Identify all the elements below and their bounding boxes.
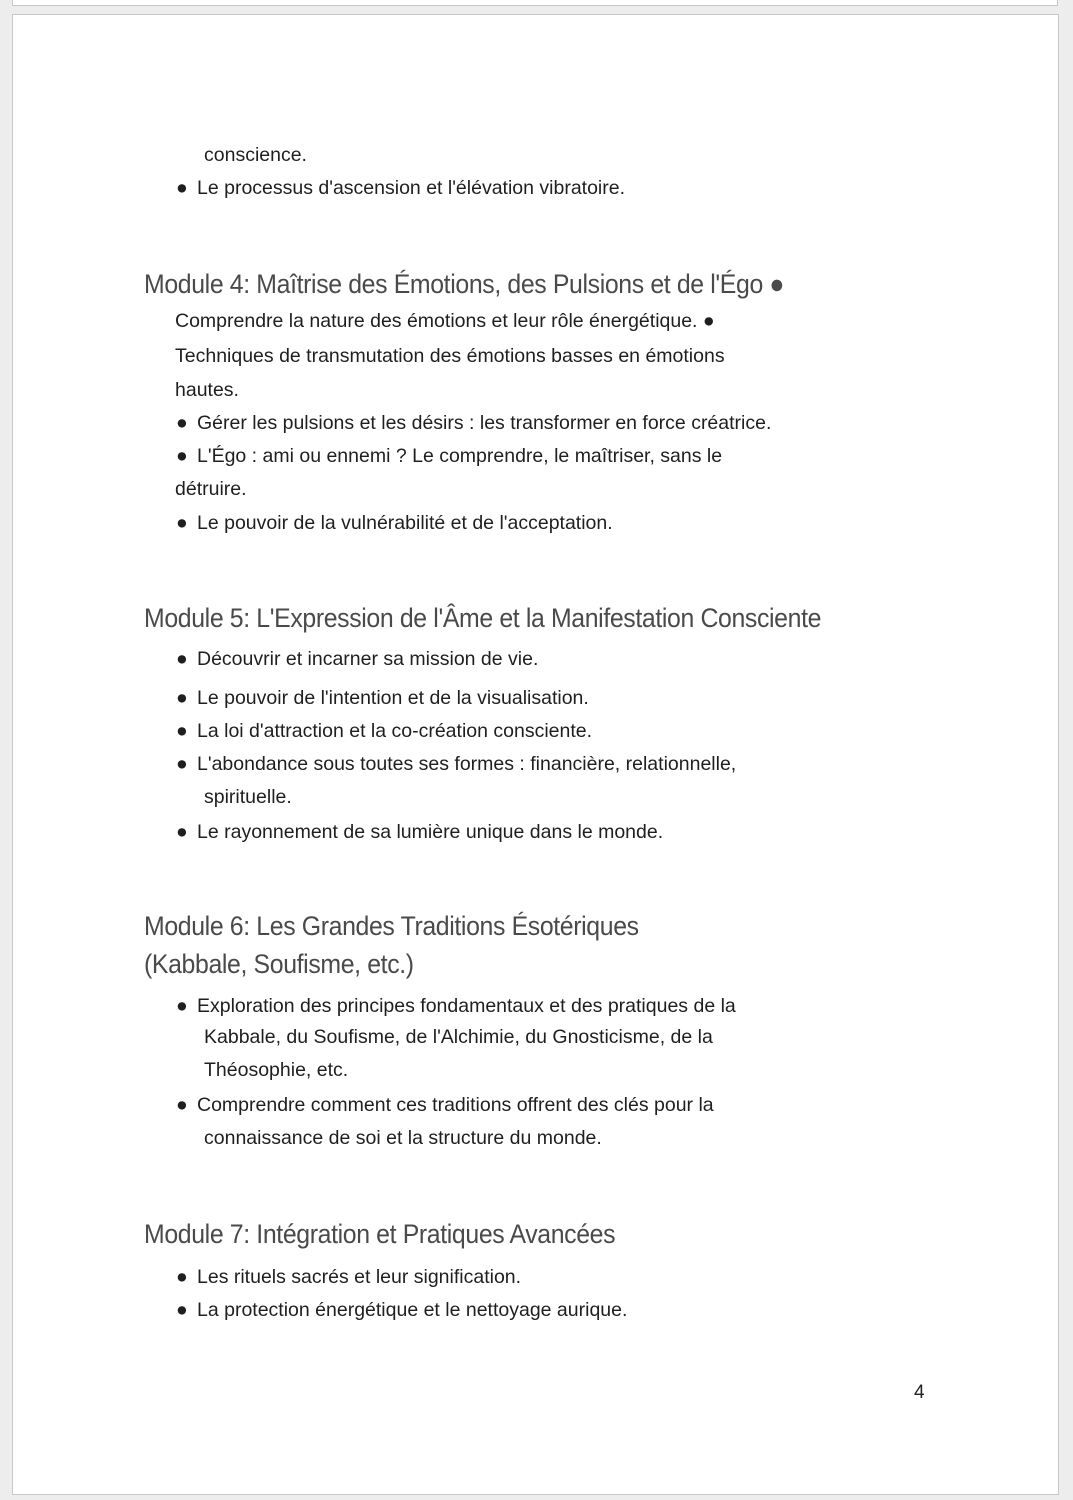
list-item: ● Gérer les pulsions et les désirs : les transformer en force créatrice. bbox=[176, 407, 771, 440]
document-page bbox=[12, 14, 1059, 1495]
list-item: Techniques de transmutation des émotions basses en émotions bbox=[175, 345, 725, 367]
list-item: ● La protection énergétique et le nettoyage aurique. bbox=[176, 1294, 627, 1327]
continuation-line: conscience. bbox=[204, 144, 307, 166]
list-item: ● Découvrir et incarner sa mission de vie. bbox=[176, 643, 538, 676]
list-item: ● Le pouvoir de la vulnérabilité et de l'acceptation. bbox=[176, 507, 613, 540]
module-7-heading: Module 7: Intégration et Pratiques Avancées bbox=[144, 1219, 616, 1249]
list-item: Comprendre la nature des émotions et leur rôle énergétique. ● bbox=[175, 310, 715, 332]
page-number: 4 bbox=[914, 1382, 925, 1403]
module-6-heading: Module 6: Les Grandes Traditions Ésotériques bbox=[144, 911, 639, 941]
list-item: ● Exploration des principes fondamentaux et des pratiques de la bbox=[176, 990, 736, 1023]
previous-page-edge bbox=[12, 0, 1058, 6]
list-item: ● L'Égo : ami ou ennemi ? Le comprendre, le maîtriser, sans le bbox=[176, 440, 722, 473]
bullet-icon: ● bbox=[176, 412, 188, 434]
bullet-icon: ● bbox=[176, 1266, 188, 1288]
list-item-continuation: détruire. bbox=[175, 478, 247, 500]
bullet-icon: ● bbox=[176, 720, 188, 742]
bullet-icon: ● bbox=[176, 648, 188, 670]
bullet-icon: ● bbox=[176, 1299, 188, 1321]
bullet-icon: ● bbox=[176, 177, 188, 199]
list-item-continuation: hautes. bbox=[175, 379, 239, 401]
bullet-icon: ● bbox=[176, 1094, 188, 1116]
list-item: ● La loi d'attraction et la co-création consciente. bbox=[176, 715, 592, 748]
list-item: ● L'abondance sous toutes ses formes : financière, relationnelle, bbox=[176, 748, 736, 781]
list-item: ● Le rayonnement de sa lumière unique dans le monde. bbox=[176, 816, 663, 849]
list-item-continuation: connaissance de soi et la structure du monde. bbox=[204, 1127, 602, 1149]
bullet-icon: ● bbox=[176, 995, 188, 1017]
list-item: ● Les rituels sacrés et leur signification. bbox=[176, 1261, 521, 1294]
module-4-heading: Module 4: Maîtrise des Émotions, des Pulsions et de l'Égo ● bbox=[144, 269, 785, 299]
bullet-icon: ● bbox=[176, 512, 188, 534]
list-item-continuation: spirituelle. bbox=[204, 786, 292, 808]
bullet-icon: ● bbox=[176, 445, 188, 467]
module-5-heading: Module 5: L'Expression de l'Âme et la Manifestation Consciente bbox=[144, 603, 822, 633]
bullet-icon: ● bbox=[176, 753, 188, 775]
list-item-continuation: Kabbale, du Soufisme, de l'Alchimie, du Gnosticisme, de la bbox=[204, 1026, 713, 1048]
list-item: ● Comprendre comment ces traditions offrent des clés pour la bbox=[176, 1089, 714, 1122]
module-6-heading-line2: (Kabbale, Soufisme, etc.) bbox=[144, 949, 414, 979]
list-item: ● Le processus d'ascension et l'élévation vibratoire. bbox=[176, 172, 625, 205]
list-item: ● Le pouvoir de l'intention et de la visualisation. bbox=[176, 682, 589, 715]
bullet-icon: ● bbox=[176, 687, 188, 709]
bullet-icon: ● bbox=[176, 821, 188, 843]
list-item-continuation: Théosophie, etc. bbox=[204, 1059, 349, 1081]
